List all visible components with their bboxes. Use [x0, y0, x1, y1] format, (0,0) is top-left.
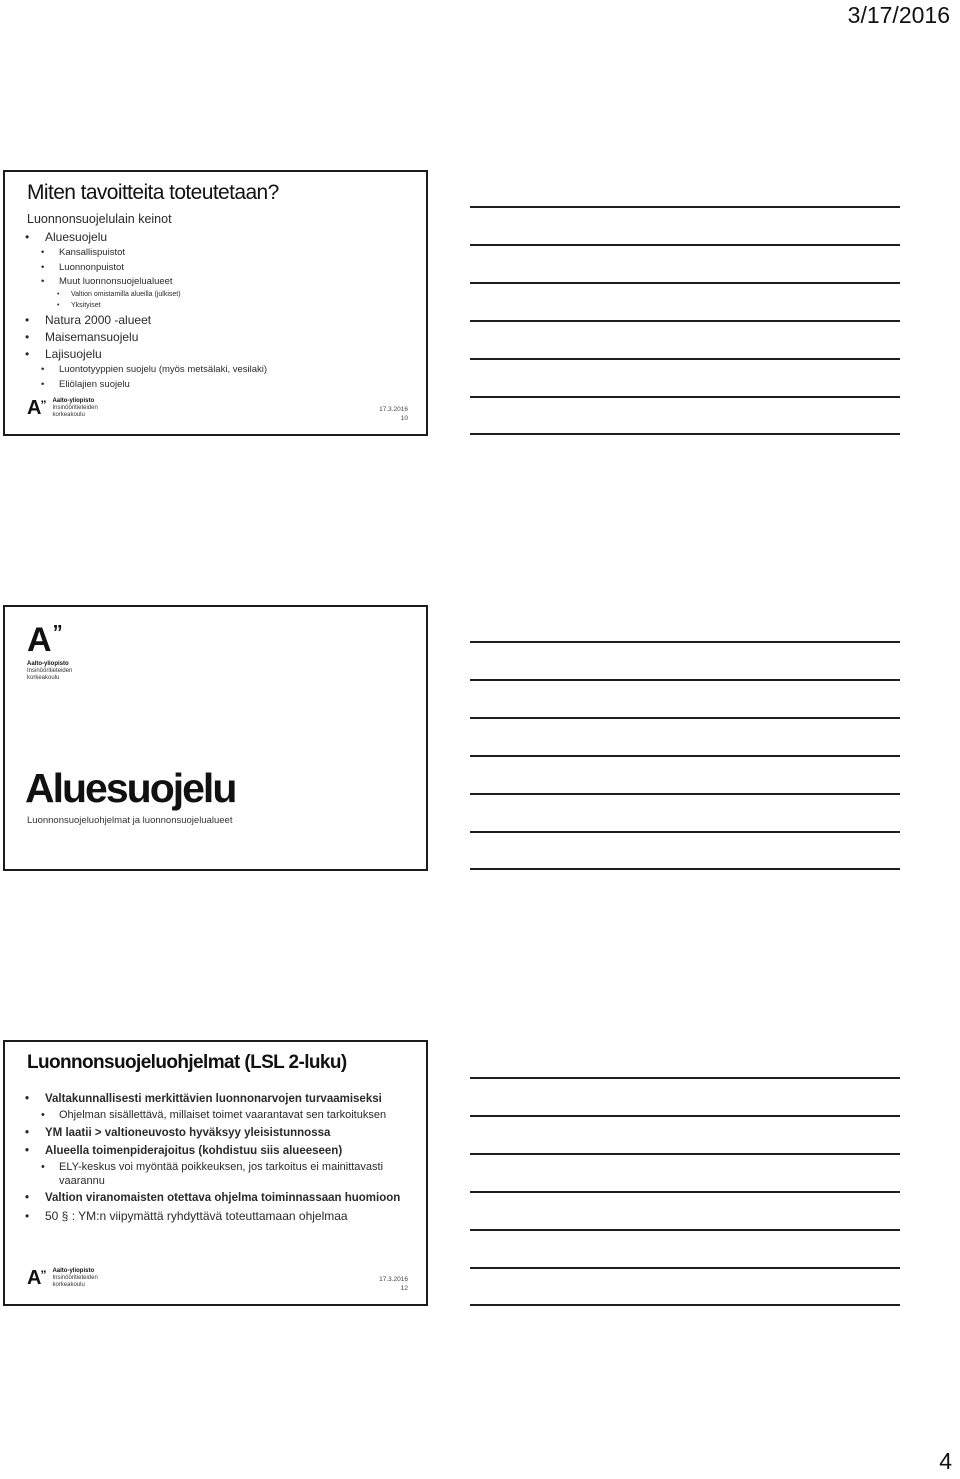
- note-line: [470, 831, 900, 833]
- note-line: [470, 282, 900, 284]
- logo-line: korkeakoulu: [27, 674, 60, 681]
- note-line: [470, 320, 900, 322]
- logo-line: Aalto-yliopisto: [27, 661, 69, 667]
- note-line: [470, 1304, 900, 1306]
- notes-area-3: [470, 1077, 900, 1307]
- aalto-quote-icon: ”: [40, 1267, 47, 1282]
- logo-line: Insinööritieteiden: [27, 667, 73, 674]
- note-line: [470, 433, 900, 435]
- logo-text: [52, 398, 97, 419]
- logo-line: Insinööritieteiden: [52, 1275, 98, 1282]
- note-line: [470, 868, 900, 870]
- list-item: • Luontotyyppien suojelu (myös metsälaki, vesilaki): [27, 364, 422, 376]
- note-line: [470, 1153, 900, 1155]
- list-item: • Natura 2000 -alueet: [27, 313, 422, 328]
- slide-number: 10: [400, 415, 408, 423]
- slide-10: [3, 170, 428, 436]
- slide-11: [3, 605, 428, 871]
- list-item: • 50 § : YM:n viipymättä ryhdyttävä toteuttamaan ohjelmaa: [27, 1209, 417, 1224]
- slide-meta: [379, 405, 408, 425]
- list-item: • Luonnonpuistot: [27, 262, 422, 274]
- slide-number: 12: [400, 1285, 408, 1293]
- slide-title: Miten tavoitteita toteutetaan?: [27, 181, 279, 204]
- aalto-logo: [27, 623, 72, 682]
- note-line: [470, 1191, 900, 1193]
- print-date: 3/17/2016: [847, 2, 950, 28]
- list-item: • Muut luonnonsuojelualueet: [27, 276, 422, 288]
- list-item: • Yksityiset: [27, 302, 422, 311]
- aalto-a-icon: A: [27, 1267, 41, 1289]
- note-line: [470, 1229, 900, 1231]
- note-line: [470, 1267, 900, 1269]
- section-subtitle: Luonnonsuojeluohjelmat ja luonnonsuojelualueet: [27, 815, 233, 826]
- note-line: [470, 206, 900, 208]
- aalto-a-icon: A: [27, 621, 52, 659]
- slide-meta: [379, 1275, 408, 1295]
- list-item: • Eliölajien suojelu: [27, 379, 422, 391]
- list-item: • Valtion omistamilla alueilla (julkiset): [27, 291, 422, 300]
- aalto-a-icon: A: [27, 397, 41, 419]
- logo-line: Aalto-yliopisto: [52, 1268, 95, 1275]
- slide-date: 17.3.2016: [379, 1275, 408, 1283]
- slide-12: [3, 1040, 428, 1306]
- aalto-logo: [27, 397, 98, 420]
- logo-text: [52, 1268, 97, 1289]
- bullet-list: [27, 212, 422, 394]
- note-line: [470, 793, 900, 795]
- note-line: [470, 396, 900, 398]
- logo-line: korkeakoulu: [52, 411, 85, 418]
- note-line: [470, 755, 900, 757]
- page-number: 4: [939, 1448, 952, 1474]
- aalto-quote-icon: ”: [52, 622, 63, 644]
- note-line: [470, 244, 900, 246]
- logo-text: [27, 661, 72, 682]
- aalto-logo: [27, 1267, 98, 1290]
- note-line: [470, 1077, 900, 1079]
- logo-line: Aalto-yliopisto: [52, 398, 95, 405]
- note-line: [470, 358, 900, 360]
- list-item: • YM laatii > valtioneuvosto hyväksyy yleisistunnossa: [27, 1126, 417, 1140]
- slide-date: 17.3.2016: [379, 405, 408, 413]
- list-item: • ELY-keskus voi myöntää poikkeuksen, jos tarkoitus ei mainittavasti vaarannu: [27, 1161, 417, 1189]
- list-item: • Lajisuojelu: [27, 347, 422, 362]
- list-item: Luonnonsuojelulain keinot: [27, 212, 172, 226]
- note-line: [470, 679, 900, 681]
- note-line: [470, 717, 900, 719]
- logo-line: Insinööritieteiden: [52, 405, 98, 412]
- slide-title: Luonnonsuojeluohjelmat (LSL 2-luku): [27, 1052, 347, 1073]
- list-item: • Kansallispuistot: [27, 247, 422, 259]
- list-item: • Alueella toimenpiderajoitus (kohdistuu siis alueeseen): [27, 1144, 417, 1158]
- logo-line: korkeakoulu: [52, 1281, 85, 1288]
- section-title: Aluesuojelu: [25, 765, 236, 811]
- notes-area-1: [470, 206, 900, 436]
- bullet-list: [27, 1092, 417, 1227]
- note-line: [470, 1115, 900, 1117]
- notes-area-2: [470, 641, 900, 871]
- list-item: • Maisemansuojelu: [27, 330, 422, 345]
- list-item: • Ohjelman sisällettävä, millaiset toimet vaarantavat sen tarkoituksen: [27, 1109, 417, 1123]
- note-line: [470, 641, 900, 643]
- list-item: • Aluesuojelu: [27, 230, 422, 245]
- list-item: • Valtion viranomaisten otettava ohjelma toiminnassaan huomioon: [27, 1191, 417, 1205]
- aalto-quote-icon: ”: [40, 397, 47, 412]
- list-item: • Valtakunnallisesti merkittävien luonnonarvojen turvaamiseksi: [27, 1092, 417, 1106]
